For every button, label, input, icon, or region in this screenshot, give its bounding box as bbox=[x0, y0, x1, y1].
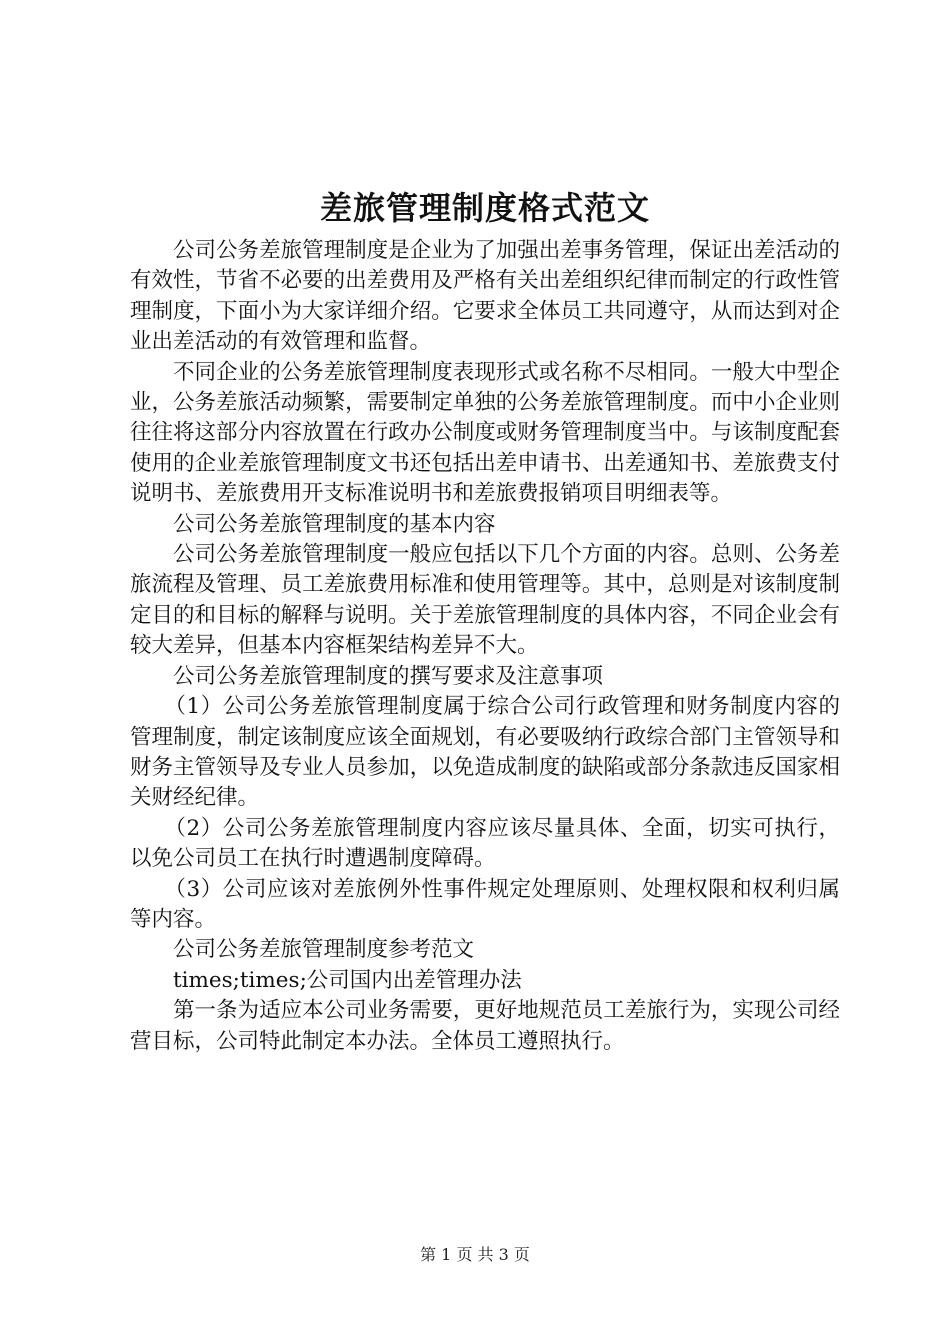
document-title: 差旅管理制度格式范文 bbox=[319, 189, 650, 227]
paragraph-intro: 公司公务差旅管理制度是企业为了加强出差事务管理，保证出差活动的有效性，节省不必要的出差费用及严格有关出差组织纪律而制定的行政性管理制度，下面小为大家详细介绍。它要求全体员工共同遵守，从而达到对企业出差活动的有效管理和监督。 bbox=[130, 238, 840, 355]
section-heading-basic-content: 公司公务差旅管理制度的基本内容 bbox=[173, 511, 496, 537]
paragraph-forms: 不同企业的公务差旅管理制度表现形式或名称不尽相同。一般大中型企业，公务差旅活动频繁，需要制定单独的公务差旅管理制度。而中小企业则往往将这部分内容放置在行政办公制度或财务管理制度当中。与该制度配套使用的企业差旅管理制度文书还包括出差申请书、出差通知书、差旅费支付说明书、差旅费用开支标准说明书和差旅费报销项目明细表等。 bbox=[130, 359, 840, 507]
sample-title: times;times;公司国内出差管理办法 bbox=[173, 967, 522, 993]
list-item-requirement-1: （1）公司公务差旅管理制度属于综合公司行政管理和财务制度内容的管理制度，制定该制度应该全面规划，有必要吸纳行政综合部门主管领导和财务主管领导及专业人员参加，以免造成制度的缺陷或部分条款违反国家相关财经纪律。 bbox=[130, 694, 840, 811]
list-item-requirement-3: （3）公司应该对差旅例外性事件规定处理原则、处理权限和权利归属等内容。 bbox=[130, 876, 840, 932]
paragraph-article-1: 第一条为适应本公司业务需要，更好地规范员工差旅行为，实现公司经营目标，公司特此制定本办法。全体员工遵照执行。 bbox=[130, 998, 840, 1054]
document-body bbox=[130, 186, 840, 1057]
page-footer: 第 1 页 共 3 页 bbox=[420, 1245, 530, 1264]
paragraph-basic-content: 公司公务差旅管理制度一般应包括以下几个方面的内容。总则、公务差旅流程及管理、员工差旅费用标准和使用管理等。其中，总则是对该制度制定目的和目标的解释与说明。关于差旅管理制度的具体内容，不同企业会有较大差异，但基本内容框架结构差异不大。 bbox=[130, 542, 840, 659]
section-heading-writing-requirements: 公司公务差旅管理制度的撰写要求及注意事项 bbox=[173, 663, 604, 689]
section-heading-reference-sample: 公司公务差旅管理制度参考范文 bbox=[173, 937, 475, 963]
list-item-requirement-2: （2）公司公务差旅管理制度内容应该尽量具体、全面，切实可执行，以免公司员工在执行时遭遇制度障碍。 bbox=[130, 815, 840, 872]
